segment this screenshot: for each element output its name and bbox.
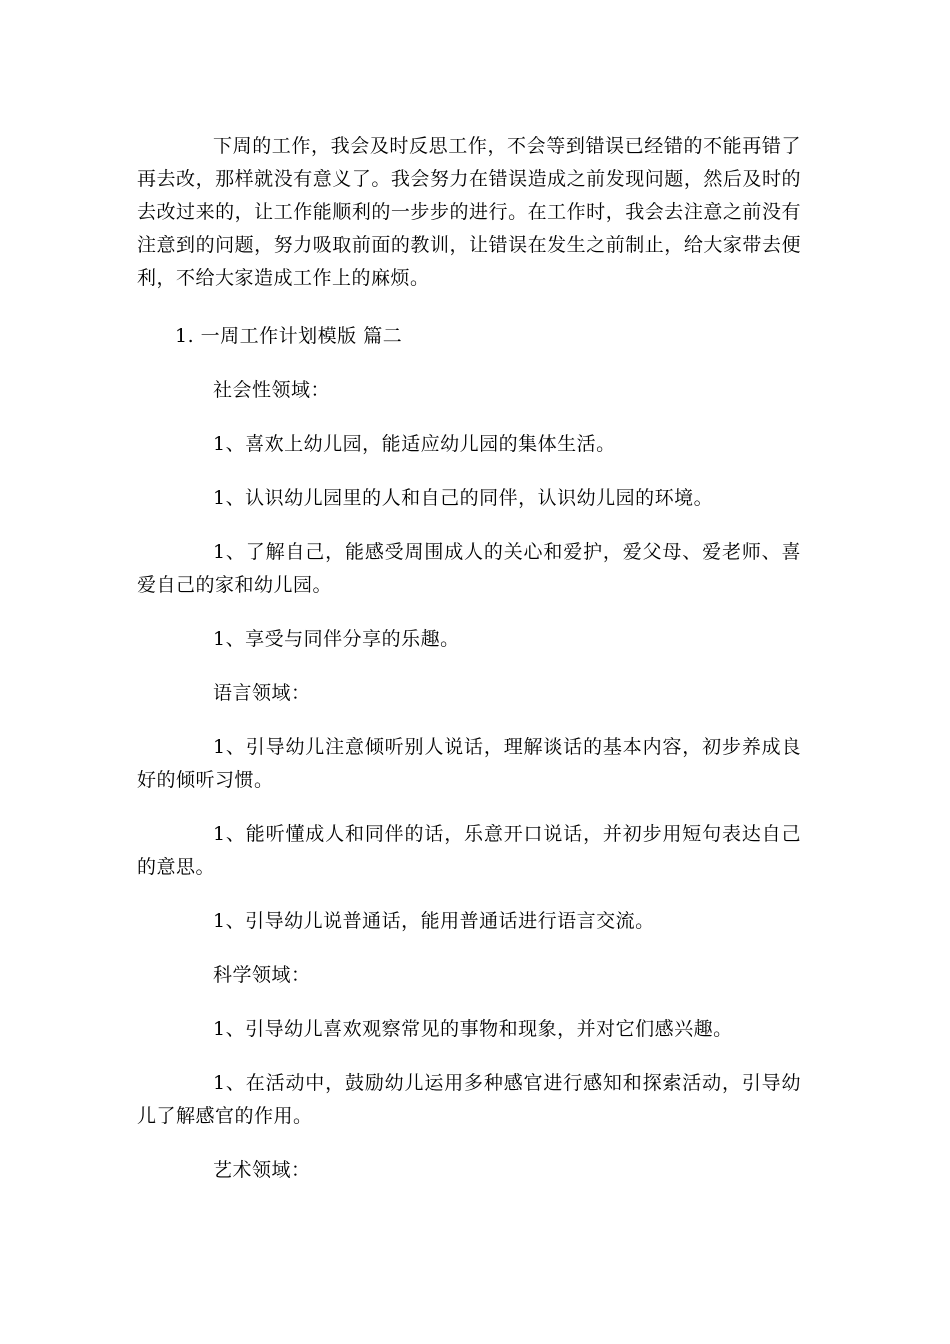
list-item: 1、了解自己，能感受周围成人的关心和爱护，爱父母、爱老师、喜爱自己的家和幼儿园。 bbox=[137, 541, 801, 596]
list-item: 1、喜欢上幼儿园，能适应幼儿园的集体生活。 bbox=[213, 433, 616, 455]
list-item: 1、引导幼儿喜欢观察常见的事物和现象，并对它们感兴趣。 bbox=[213, 1018, 733, 1040]
list-item: 1、引导幼儿注意倾听别人说话，理解谈话的基本内容，初步养成良好的倾听习惯。 bbox=[137, 736, 801, 791]
list-item: 1、能听懂成人和同伴的话，乐意开口说话，并初步用短句表达自己的意思。 bbox=[137, 823, 801, 878]
social-domain-title: 社会性领域： bbox=[213, 379, 331, 401]
list-item: 1、享受与同伴分享的乐趣。 bbox=[213, 628, 460, 650]
list-item: 1、认识幼儿园里的人和自己的同伴，认识幼儿园的环境。 bbox=[213, 487, 714, 509]
art-domain-title: 艺术领域： bbox=[213, 1159, 311, 1181]
science-domain-title: 科学领域： bbox=[213, 964, 311, 986]
section-heading: 1. 一周工作计划模版 篇二 bbox=[175, 325, 403, 347]
paragraph-weekly-reflection: 下周的工作，我会及时反思工作，不会等到错误已经错的不能再错了再去改，那样就没有意义了。我会努力在错误造成之前发现问题，然后及时的去改过来的，让工作能顺利的一步步的进行。在工作时，我会去注意之前没有注意到的问题，努力吸取前面的教训，让错误在发生之前制止，给大家带去便利，不给大家造成工作上的麻烦。 bbox=[137, 135, 801, 289]
language-domain-title: 语言领域： bbox=[213, 682, 311, 704]
list-item: 1、在活动中，鼓励幼儿运用多种感官进行感知和探索活动，引导幼儿了解感官的作用。 bbox=[137, 1072, 801, 1127]
list-item: 1、引导幼儿说普通话，能用普通话进行语言交流。 bbox=[213, 910, 655, 932]
